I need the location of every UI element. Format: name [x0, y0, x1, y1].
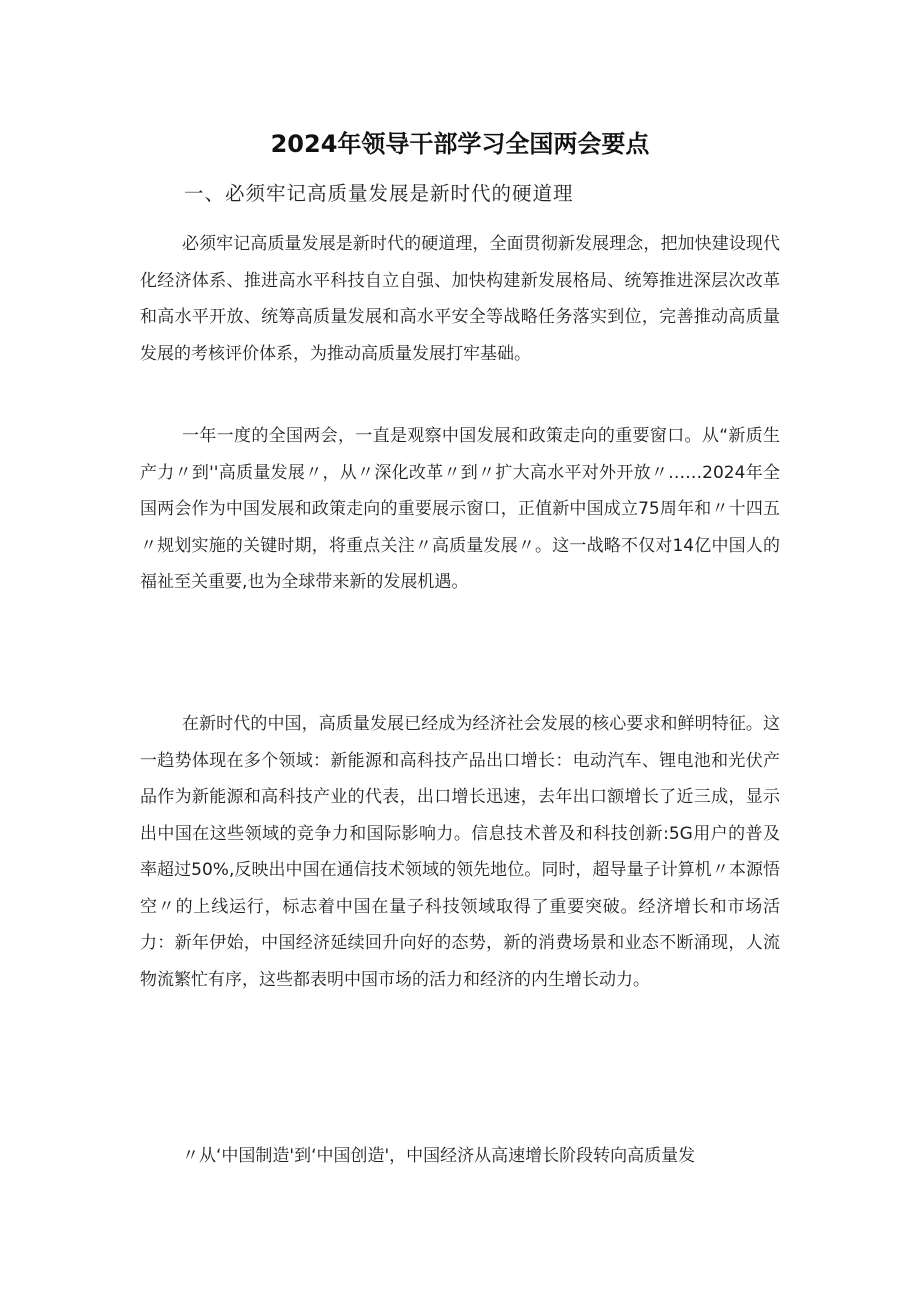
paragraph-4: 〃从‘中国制造'到‘中国创造'，中国经济从高速增长阶段转向高质量发	[182, 1146, 696, 1166]
section-heading: 一、必须牢记高质量发展是新时代的硬道理	[184, 182, 574, 205]
paragraph-3: 在新时代的中国，高质量发展已经成为经济社会发展的核心要求和鲜明特征。这一趋势体现在多个领域：新能源和高科技产品出口增长：电动汽车、锂电池和光伏产品作为新能源和高科技产业的代表，出口增长迅速，去年出口额增长了近三成，显示出中国在这些领域的竞争力和国际影响力。信息技术普及和科技创新:5G用户的普及率超过50%,反映出中国在通信技术领域的领先地位。同时，超导量子计算机〃本源悟空〃的上线运行，标志着中国在量子科技领域取得了重要突破。经济增长和市场活力：新年伊始，中国经济延续回升向好的态势，新的消费场景和业态不断涌现，人流物流繁忙有序，这些都表明中国市场的活力和经济的内生增长动力。	[140, 714, 780, 990]
paragraph-1: 必须牢记高质量发展是新时代的硬道理，全面贯彻新发展理念，把加快建设现代化经济体系、推进高水平科技自立自强、加快构建新发展格局、统筹推进深层次改革和高水平开放、统筹高质量发展和高水平安全等战略任务落实到位，完善推动高质量发展的考核评价体系，为推动高质量发展打牢基础。	[140, 234, 780, 364]
document-title: 2024年领导干部学习全国两会要点	[270, 130, 650, 158]
paragraph-2: 一年一度的全国两会，一直是观察中国发展和政策走向的重要窗口。从“新质生产力〃到''高质量发展〃，从〃深化改革〃到〃扩大高水平对外开放〃……2024年全国两会作为中国发展和政策走向的重要展示窗口，正值新中国成立75周年和〃十四五〃规划实施的关键时期，将重点关注〃高质量发展〃。这一战略不仅对14亿中国人的福祉至关重要,也为全球带来新的发展机遇。	[140, 426, 780, 592]
